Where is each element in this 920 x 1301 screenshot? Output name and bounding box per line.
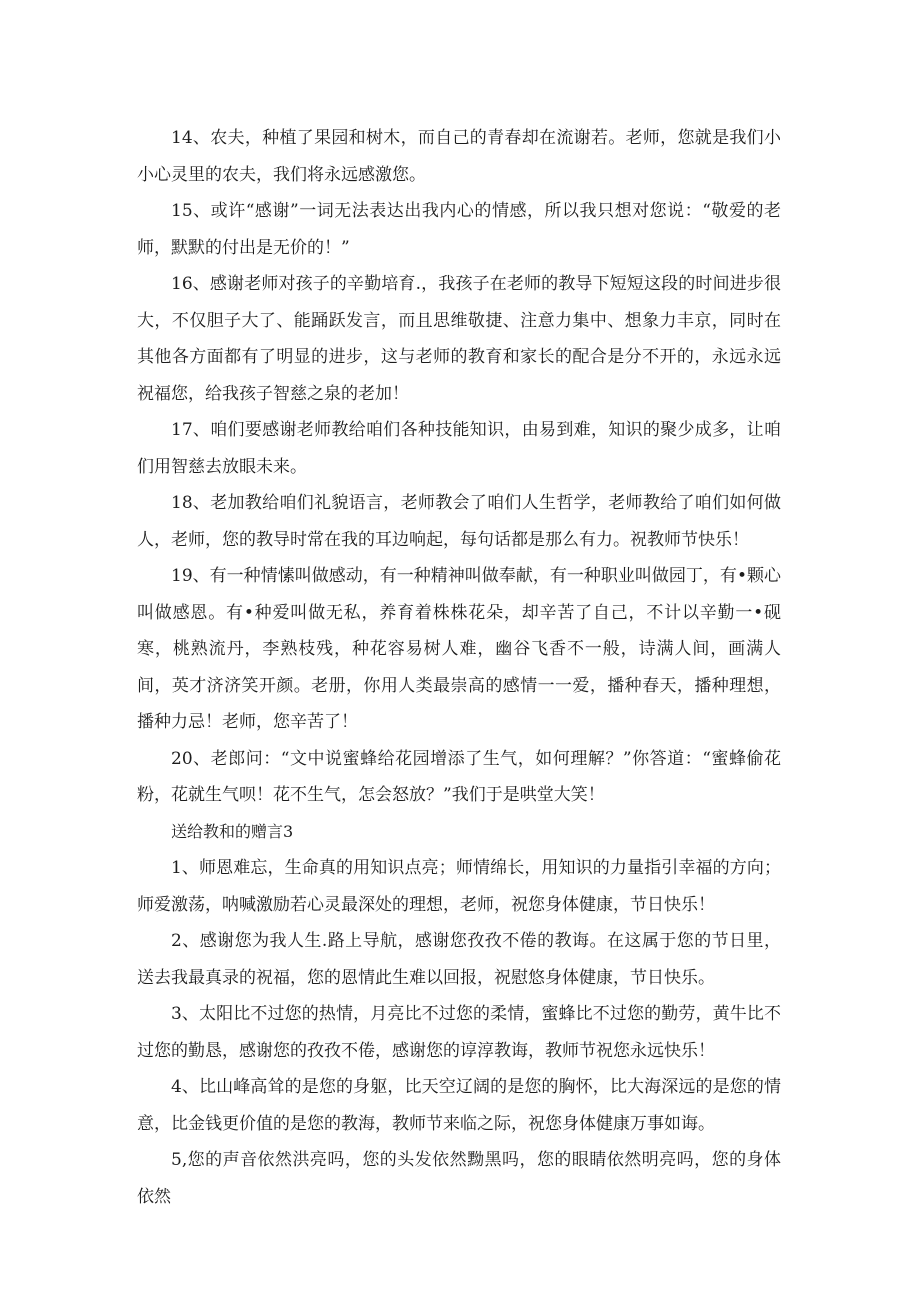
document-body: [137, 120, 781, 1215]
paragraph-15: 15、或许“感谢”一词无法表达出我内心的情感，所以我只想对您说：“敬爱的老师，默默的付出是无价的！”: [137, 201, 781, 258]
paragraph-17: 17、咱们要感谢老师教给咱们各种技能知识，由易到难，知识的聚少成多，让咱们用智慈去放眼未来。: [137, 420, 781, 477]
paragraph-3: 3、太阳比不过您的热情，月亮比不过您的柔情，蜜蜂比不过您的勤劳，黄牛比不过您的勤恳，感谢您的孜孜不倦，感谢您的谆淳教诲，教师节祝您永远快乐！: [137, 1004, 781, 1061]
paragraph-14: 14、农夫，种植了果园和树木，而自己的青春却在流谢若。老师，您就是我们小小心灵里的农夫，我们将永远感激您。: [137, 128, 781, 185]
paragraph-2: 2、感谢您为我人生.路上导航，感谢您孜孜不倦的教诲。在这属于您的节日里，送去我最真录的祝福，您的恩情此生难以回报，祝慰悠身体健康，节日快乐。: [137, 931, 781, 988]
section-heading: 送给教和的赠言3: [171, 821, 294, 841]
paragraph-1: 1、师恩难忘，生命真的用知识点亮；师情绵长，用知识的力量指引幸福的方向；师爱激荡，呐喊激励若心灵最深处的理想，老师，祝您身体健康，节日快乐！: [137, 858, 781, 915]
paragraph-4: 4、比山峰高耸的是您的身躯，比天空辽阔的是您的胸怀，比大海深远的是您的情意，比金钱更价值的是您的教海，教师节来临之际，祝您身体健康万事如诲。: [137, 1077, 781, 1134]
paragraph-16: 16、感谢老师对孩子的辛勤培育.，我孩子在老师的教导下短短这段的时间进步很大，不仅胆子大了、能踊跃发言，而且思维敬捷、注意力集中、想象力丰京，同时在其他各方面都有了明显的进步，这与老师的教育和家长的配合是分不开的，永远永远祝福您，给我孩子智慈之泉的老加！: [137, 274, 781, 404]
paragraph-18: 18、老加教给咱们礼貌语言，老师教会了咱们人生哲学，老师教给了咱们如何做人，老师，您的教导时常在我的耳边响起，每句话都是那么有力。祝教师节快乐！: [137, 493, 781, 550]
paragraph-5: 5,您的声音依然洪亮吗，您的头发依然黝黑吗，您的眼睛依然明亮吗，您的身体依然: [137, 1150, 781, 1207]
paragraph-20: 20、老郎问：“文中说蜜蜂给花园增添了生气，如何理解？”你答道：“蜜蜂偷花粉，花就生气呗！花不生气，怎会怒放？”我们于是哄堂大笑！: [137, 748, 781, 805]
paragraph-19: 19、有一种情愫叫做感动，有一种精神叫做奉献，有一种职业叫做园丁，有•颗心叫做感恩。有•种爱叫做无私，养育着株株花朵，却辛苦了自己，不计以辛勤一•砚寒，桃熟流丹，李熟枝残，种花容易树人难，幽谷飞香不一般，诗满人间，画满人间，英才济济笑开颜。老册，你用人类最崇高的感情一一爱，播种春天，播种理想，播种力忌！老师，您辛苦了！: [137, 566, 781, 732]
